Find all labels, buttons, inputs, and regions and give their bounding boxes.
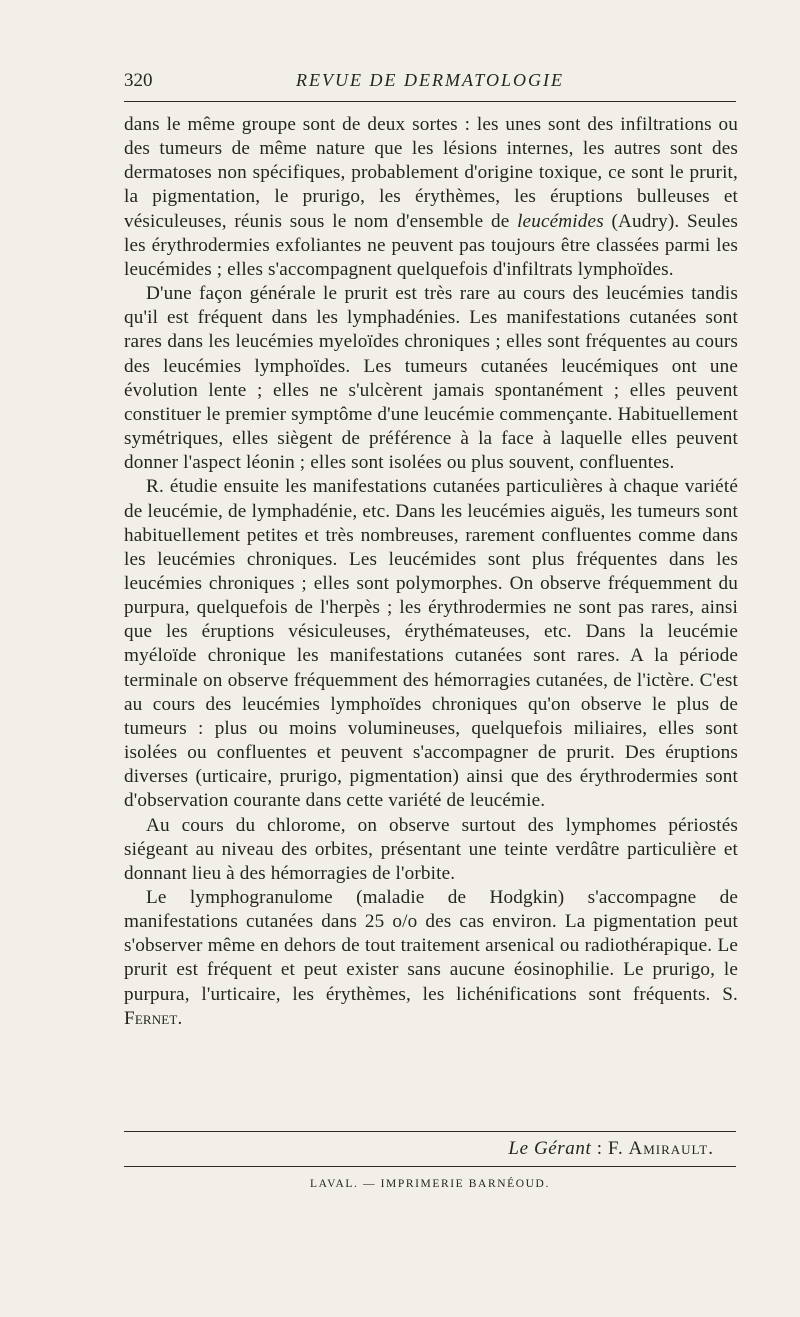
italic-term: leucémides (517, 210, 604, 232)
paragraph-4: Au cours du chlorome, on observe surtout des lymphomes périostés siégeant au niveau des orbites, présentant une teinte verdâtre particulière et donnant lieu à des hémorragies de l'orbite. (124, 814, 738, 884)
gerant-line (508, 1138, 714, 1160)
article-body (124, 113, 738, 1031)
printer-imprint: LAVAL. — IMPRIMERIE BARNÉOUD. (310, 1178, 550, 1190)
footer-rule-bottom (124, 1166, 736, 1167)
header-rule (124, 101, 736, 102)
footer-rule-top (124, 1131, 736, 1132)
running-title: REVUE DE DERMATOLOGIE (296, 70, 564, 90)
author-signature: S. Fernet. (124, 983, 738, 1029)
gerant-separator: : (596, 1138, 603, 1159)
gerant-name: F. Amirault. (608, 1138, 714, 1159)
gerant-label: Le Gérant (508, 1138, 592, 1159)
page-number: 320 (124, 70, 153, 91)
paragraph-5: Le lymphogranulome (maladie de Hodgkin) s'accompagne de manifestations cutanées dans 25 o/o des cas environ. La pigmentation peut s'observer même en dehors de tout traitement arsenical ou radiothérapique. Le prurit est fréquent et peut exister sans aucune éosinophilie. Le prurigo, le purpura, l'urticaire, les érythèmes, les lichénifications sont fréquents. S. Fernet. (124, 887, 738, 1029)
page-header (124, 66, 736, 96)
paragraph-1: dans le même groupe sont de deux sortes : les unes sont des infiltrations ou des tumeurs de même nature que les lésions internes, les autres sont des dermatoses non spécifiques, probablement d'origine toxique, ce sont le prurit, la pigmentation, le prurigo, les érythèmes, les éruptions bulleuses et vésiculeuses, réunis sous le nom d'ensemble de leucémides (Audry). Seules les érythrodermies exfoliantes ne peuvent pas toujours être classées parmi les leucémides ; elles s'accompagnent quelquefois d'infiltrats lymphoïdes. (124, 114, 738, 280)
paragraph-2: D'une façon générale le prurit est très rare au cours des leucémies tandis qu'il est fréquent dans les lymphadénies. Les manifestations cutanées sont rares dans les leucémies myeloïdes chroniques ; elles sont fréquentes au cours des leucémies lymphoïdes. Les tumeurs cutanées leucémiques ont une évolution lente ; elles ne s'ulcèrent jamais spontanément ; elles peuvent constituer le premier symptôme d'une leucémie commençante. Habituellement symétriques, elles siègent de préférence à la face à laquelle elles peuvent donner l'aspect léonin ; elles sont isolées ou plus souvent, confluentes. (124, 283, 738, 474)
paragraph-3: R. étudie ensuite les manifestations cutanées particulières à chaque variété de leucémie, de lymphadénie, etc. Dans les leucémies aiguës, les tumeurs sont habituellement petites et très nombreuses, rarement confluentes comme dans les leucémies chroniques. Les leucémides sont plus fréquentes dans les leucémies chroniques ; elles sont polymorphes. On observe fréquemment du purpura, quelquefois de l'herpès ; les érythrodermies ne sont pas rares, ainsi que les éruptions vésiculeuses, érythémateuses, etc. Dans la leucémie myéloïde chronique les manifestations cutanées sont rares. A la période terminale on observe fréquemment des hémorragies cutanées, de l'ictère. C'est au cours des leucémies lymphoïdes chroniques qu'on observe le plus de tumeurs : plus ou moins volumineuses, quelquefois miliaires, elles sont isolées ou confluentes et peuvent s'accompagner de prurit. Des éruptions diverses (urticaire, prurigo, pigmentation) ainsi que des érythrodermies sont d'observation courante dans cette variété de leucémie. (124, 476, 738, 812)
